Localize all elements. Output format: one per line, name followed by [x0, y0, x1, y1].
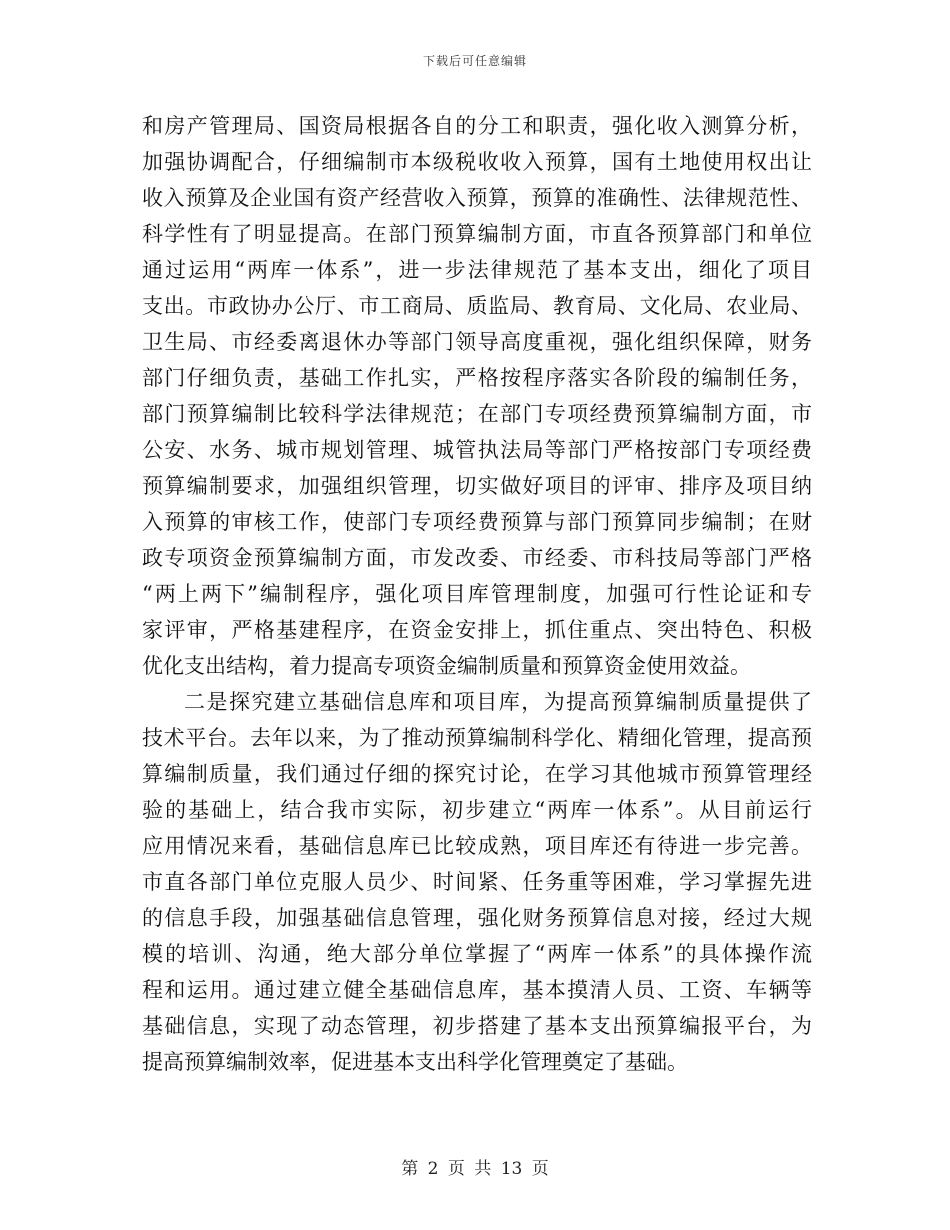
text-line: 算编制质量，我们通过仔细的探究讨论，在学习其他城市预算管理经 [142, 762, 812, 786]
body-text [142, 108, 812, 1080]
text-line: 提高预算编制效率，促进基本支出科学化管理奠定了基础。 [142, 1050, 688, 1074]
text-line: 和房产管理局、国资局根据各自的分工和职责，强化收入测算分析， [142, 114, 812, 138]
text-line: 基础信息，实现了动态管理，初步搭建了基本支出预算编报平台，为 [142, 1014, 812, 1038]
text-line: 政专项资金预算编制方面，市发改委、市经委、市科技局等部门严格 [142, 546, 812, 570]
text-line: 科学性有了明显提高。在部门预算编制方面，市直各预算部门和单位 [142, 222, 812, 246]
text-line: 市直各部门单位克服人员少、时间紧、任务重等困难，学习掌握先进 [142, 870, 812, 894]
text-line: 验的基础上，结合我市实际，初步建立“两库一体系”。从目前运行 [142, 798, 812, 822]
text-line: 入预算的审核工作，使部门专项经费预算与部门预算同步编制；在财 [142, 510, 812, 534]
text-line: 部门预算编制比较科学法律规范；在部门专项经费预算编制方面，市 [142, 402, 812, 426]
text-line: 收入预算及企业国有资产经营收入预算，预算的准确性、法律规范性、 [142, 186, 812, 210]
text-line: 优化支出结构，着力提高专项资金编制质量和预算资金使用效益。 [142, 654, 751, 678]
text-line: 预算编制要求，加强组织管理，切实做好项目的评审、排序及项目纳 [142, 474, 812, 498]
text-line: 卫生局、市经委离退休办等部门领导高度重视，强化组织保障，财务 [142, 330, 812, 354]
text-line: 公安、水务、城市规划管理、城管执法局等部门严格按部门专项经费 [142, 438, 812, 462]
text-line: 技术平台。去年以来，为了推动预算编制科学化、精细化管理，提高预 [142, 726, 812, 750]
text-line: 家评审，严格基建程序，在资金安排上，抓住重点、突出特色、积极 [142, 618, 812, 642]
text-line: 部门仔细负责，基础工作扎实，严格按程序落实各阶段的编制任务， [142, 366, 812, 390]
text-line: 加强协调配合，仔细编制市本级税收收入预算，国有土地使用权出让 [142, 150, 812, 174]
text-line: 程和运用。通过建立健全基础信息库，基本摸清人员、工资、车辆等 [142, 978, 812, 1002]
text-line: 的信息手段，加强基础信息管理，强化财务预算信息对接，经过大规 [142, 906, 812, 930]
page-header: 下载后可任意编辑 [422, 54, 527, 68]
text-line: 通过运用“两库一体系”，进一步法律规范了基本支出，细化了项目 [142, 258, 812, 282]
paragraph-start-line: 二是探究建立基础信息库和项目库，为提高预算编制质量提供了 [184, 690, 812, 714]
page-number-footer: 第 2 页 共 13 页 [401, 1159, 549, 1179]
text-line: “两上两下”编制程序，强化项目库管理制度，加强可行性论证和专 [142, 582, 812, 606]
text-line: 模的培训、沟通，绝大部分单位掌握了“两库一体系”的具体操作流 [142, 942, 812, 966]
text-line: 应用情况来看，基础信息库已比较成熟，项目库还有待进一步完善。 [142, 834, 812, 858]
text-line: 支出。市政协办公厅、市工商局、质监局、教育局、文化局、农业局、 [142, 294, 812, 318]
